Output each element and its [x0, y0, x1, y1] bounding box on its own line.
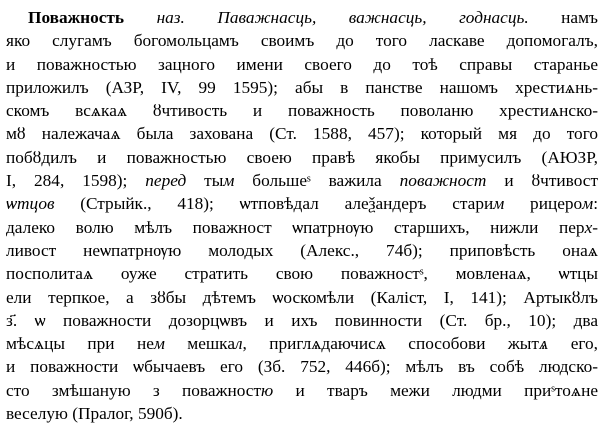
entry-text: больше [234, 171, 307, 191]
entry-text: ты [186, 171, 224, 191]
entry-text [124, 8, 157, 27]
entry-text: скомъ всѧкаѧ ȣчтивость и поважность поволаню хрестиѧнско- [6, 101, 598, 121]
entry-text: сто змѣшаную з поважност [6, 380, 262, 400]
entry-text: приложилъ (АЗР, IV, 99 1595); абы в панстве нашомъ хрестиѧнь- [6, 77, 598, 97]
entry-line [6, 192, 598, 215]
entry-line [6, 379, 598, 402]
entry-text: з҃. ѡ поважности дозорцѡвъ и ихъ повинности (Ст. бр., 10); два [6, 310, 598, 330]
italic-text: наз. Паважнасць, важнасць, годнасць. [156, 8, 529, 27]
entry-text: ели терпкое, а зȣбы дѣтемъ ѡоскомѣли (Калiст, I, 141); Артыкȣлъ [6, 287, 598, 307]
italic-text: м [223, 171, 235, 191]
entry-text: побȣдилъ и поважностью своею правѣ якобы примусилъ (АЮЗР, [6, 147, 598, 167]
entry-line [6, 99, 598, 122]
italic-text: поважност [399, 171, 487, 191]
italic-text: перед [145, 171, 187, 191]
entry-text: : [593, 194, 598, 214]
entry-text: и тваръ межи людми приˢтоѧне [273, 380, 598, 400]
entry-text: веселую (Пралог, 590б). [6, 404, 183, 424]
entry-text: мешка [164, 334, 235, 354]
headword: Поважность [28, 8, 125, 27]
entry-line [6, 6, 598, 29]
entry-text: , приглѧдаючисѧ способови жыт [242, 334, 539, 354]
entry-line [6, 216, 598, 239]
entry-line [6, 53, 598, 76]
entry-line [6, 355, 598, 378]
entry-line [6, 239, 598, 262]
entry-text: яко слугамъ богомольцамъ своимъ до того ласкаве допомогалъ, [6, 31, 598, 51]
entry-text: посполитаѧ оуже стратить свою поважностˢ, мовленаѧ, ѡтцы [6, 264, 598, 284]
italic-text: м [582, 194, 594, 214]
entry-text: мѣсѧцы при не [6, 334, 154, 354]
entry-text: и поважности ѡбычаевъ его (Зб. 752, 446б); мѣлъ въ собѣ людско- [6, 357, 598, 377]
entry-text: рицеро [504, 194, 583, 214]
entry-text: и поважностью зацного имени своего до тоѣ справы старанье [6, 54, 598, 74]
entry-text: - [592, 217, 598, 237]
entry-line [6, 286, 598, 309]
entry-line [6, 169, 598, 192]
entry-line [6, 332, 598, 355]
entry-line [6, 29, 598, 52]
dictionary-entry [6, 6, 598, 425]
italic-text: х [584, 217, 593, 237]
entry-text: и ȣчтивост [486, 171, 599, 191]
entry-line [6, 122, 598, 145]
entry-line [6, 309, 598, 332]
entry-text: далеко волю мѣлъ поважност ѡпатрнѹю старшихъ, нижли пер [6, 217, 585, 237]
entry-line [6, 146, 598, 169]
entry-line [6, 402, 598, 425]
italic-text: ѧ [538, 334, 549, 354]
entry-text: ливост неѡпатрнѹю молодых (Алекс., 74б); приповѣсть онаѧ [6, 240, 598, 260]
italic-text: м [493, 194, 505, 214]
entry-text: мȣ належачаѧ была захована (Ст. 1588, 457); который мя до того [6, 124, 598, 144]
italic-text: ѡтцов [6, 194, 55, 214]
entry-text: I, 284, 1598); [6, 171, 146, 191]
entry-text: ˢ [307, 171, 311, 191]
italic-text: л [235, 334, 243, 354]
entry-text: (Стрыйк., 418); ѡтповѣдал алеѯандеръ стари [54, 194, 494, 214]
entry-text: намъ [528, 8, 598, 27]
entry-text: его, [548, 334, 598, 354]
italic-text: м [153, 334, 165, 354]
entry-line [6, 262, 598, 285]
entry-text: важила [310, 171, 400, 191]
italic-text: ю [261, 380, 274, 400]
entry-line [6, 76, 598, 99]
